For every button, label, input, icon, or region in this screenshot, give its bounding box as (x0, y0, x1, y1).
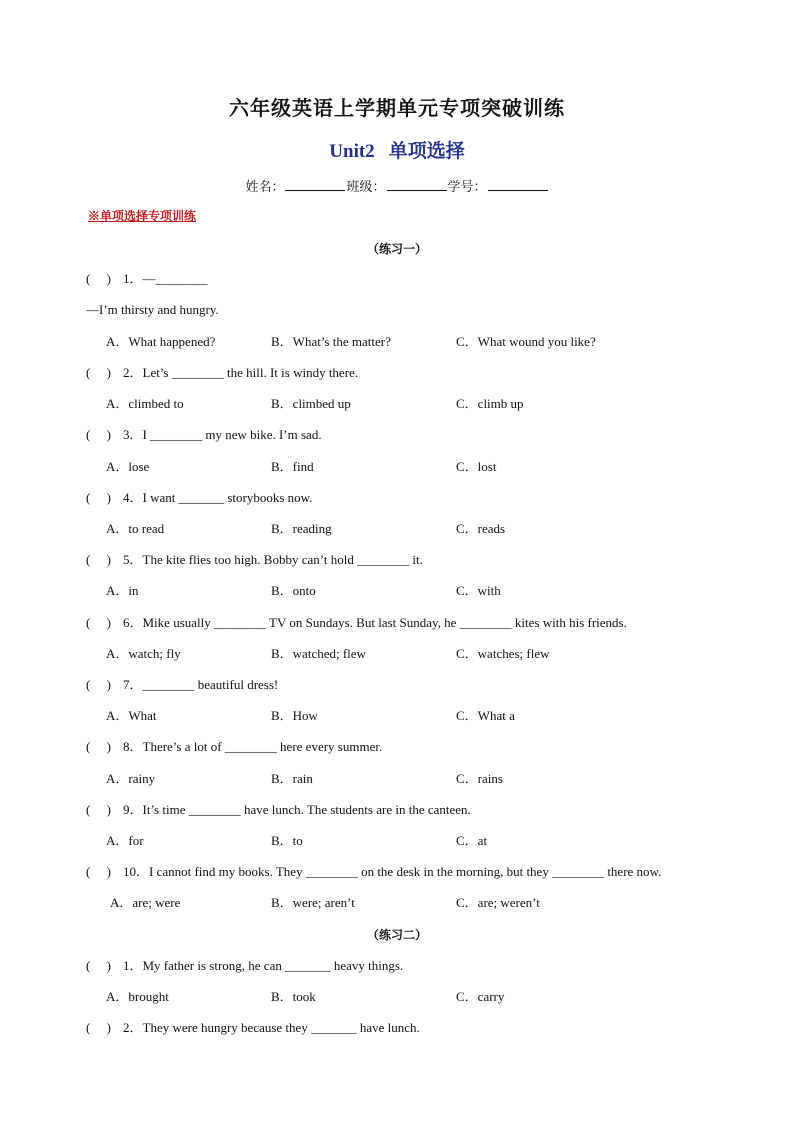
question-2-1 (86, 957, 403, 975)
option-c: C．reads (456, 521, 506, 536)
option-b: B．find (271, 459, 314, 474)
option-c: C．What wound you like? (456, 334, 596, 349)
question-1-5 (86, 551, 423, 569)
number-label: 学号： (447, 179, 487, 194)
option-b: B．rain (271, 771, 313, 786)
question-1-1 (86, 270, 208, 288)
option-a: A．to read (106, 521, 165, 536)
section-label: ※单项选择专项训练 (88, 209, 197, 223)
question-stem: 5．The kite flies too high. Bobby can’t hold ________ it. (123, 552, 423, 567)
question-stem: 2．Let’s ________ the hill. It is windy there. (123, 365, 359, 380)
name-label: 姓名： (245, 179, 285, 194)
option-c: C．with (456, 583, 501, 598)
option-a: A．What happened? (106, 334, 216, 349)
answer-paren[interactable]: ( ) (86, 427, 111, 442)
answer-paren[interactable]: ( ) (86, 802, 111, 817)
answer-paren[interactable]: ( ) (86, 958, 111, 973)
answer-paren[interactable]: ( ) (86, 490, 111, 505)
question-1-1-response: —I’m thirsty and hungry. (86, 302, 219, 317)
option-a: A．watch; fly (106, 646, 181, 661)
option-a: A．brought (106, 989, 169, 1004)
option-a: A．for (106, 833, 144, 848)
option-c: C．lost (456, 459, 497, 474)
option-c: C．climb up (456, 396, 524, 411)
question-stem: 3．I ________ my new bike. I’m sad. (123, 427, 322, 442)
question-1-7 (86, 676, 278, 694)
option-c: C．are; weren’t (456, 895, 540, 910)
option-b: B．What’s the matter? (271, 334, 391, 349)
question-1-10 (86, 863, 661, 881)
option-c: C．What a (456, 708, 515, 723)
unit-label: Unit2 (329, 141, 375, 162)
topic-label: 单项选择 (388, 141, 465, 162)
option-a: A．in (106, 583, 139, 598)
unit-heading (0, 136, 794, 163)
question-stem: 2．They were hungry because they _______ have lunch. (123, 1020, 420, 1035)
option-b: B．took (271, 989, 316, 1004)
number-blank[interactable] (488, 178, 548, 191)
answer-paren[interactable]: ( ) (86, 1020, 111, 1035)
option-b: B．watched; flew (271, 646, 366, 661)
question-1-8 (86, 738, 382, 756)
question-1-9 (86, 801, 471, 819)
question-stem: 4．I want _______ storybooks now. (123, 490, 313, 505)
option-c: C．watches; flew (456, 646, 550, 661)
option-b: B．to (271, 833, 303, 848)
name-blank[interactable] (285, 178, 345, 191)
option-c: C．at (456, 833, 488, 848)
option-a: A．are; were (110, 895, 181, 910)
answer-paren[interactable]: ( ) (86, 864, 111, 879)
class-blank[interactable] (387, 178, 447, 191)
practice-2-heading: （练习二） (366, 928, 427, 942)
page-title: 六年级英语上学期单元专项突破训练 (229, 98, 565, 120)
option-a: A．rainy (106, 771, 156, 786)
question-stem: 8．There’s a lot of ________ here every summer. (123, 739, 383, 754)
option-c: C．carry (456, 989, 505, 1004)
option-b: B．onto (271, 583, 316, 598)
option-b: B．How (271, 708, 318, 723)
question-stem: 9．It’s time ________ have lunch. The students are in the canteen. (123, 802, 471, 817)
option-b: B．reading (271, 521, 332, 536)
option-a: A．climbed to (106, 396, 184, 411)
option-b: B．were; aren’t (271, 895, 355, 910)
answer-paren[interactable]: ( ) (86, 615, 111, 630)
practice-1-heading: （练习一） (366, 242, 427, 256)
option-a: A．What (106, 708, 157, 723)
question-stem: 6．Mike usually ________ TV on Sundays. But last Sunday, he ________ kites with his friends. (123, 615, 627, 630)
answer-paren[interactable]: ( ) (86, 271, 111, 286)
answer-paren[interactable]: ( ) (86, 552, 111, 567)
option-a: A．lose (106, 459, 150, 474)
student-info-line (0, 176, 794, 195)
question-stem: 1．My father is strong, he can _______ heavy things. (123, 958, 404, 973)
class-label: 班级： (346, 179, 386, 194)
question-1-3 (86, 426, 322, 444)
option-b: B．climbed up (271, 396, 351, 411)
question-1-2 (86, 364, 358, 382)
question-2-2 (86, 1019, 420, 1037)
question-1-4 (86, 489, 312, 507)
answer-paren[interactable]: ( ) (86, 365, 111, 380)
option-c: C．rains (456, 771, 503, 786)
answer-paren[interactable]: ( ) (86, 739, 111, 754)
question-stem: 10．I cannot find my books. They ________ on the desk in the morning, but they ________ there now. (123, 864, 662, 879)
question-1-6 (86, 614, 627, 632)
question-stem: 7．________ beautiful dress! (123, 677, 279, 692)
answer-paren[interactable]: ( ) (86, 677, 111, 692)
question-stem: 1．—________ (123, 271, 208, 286)
